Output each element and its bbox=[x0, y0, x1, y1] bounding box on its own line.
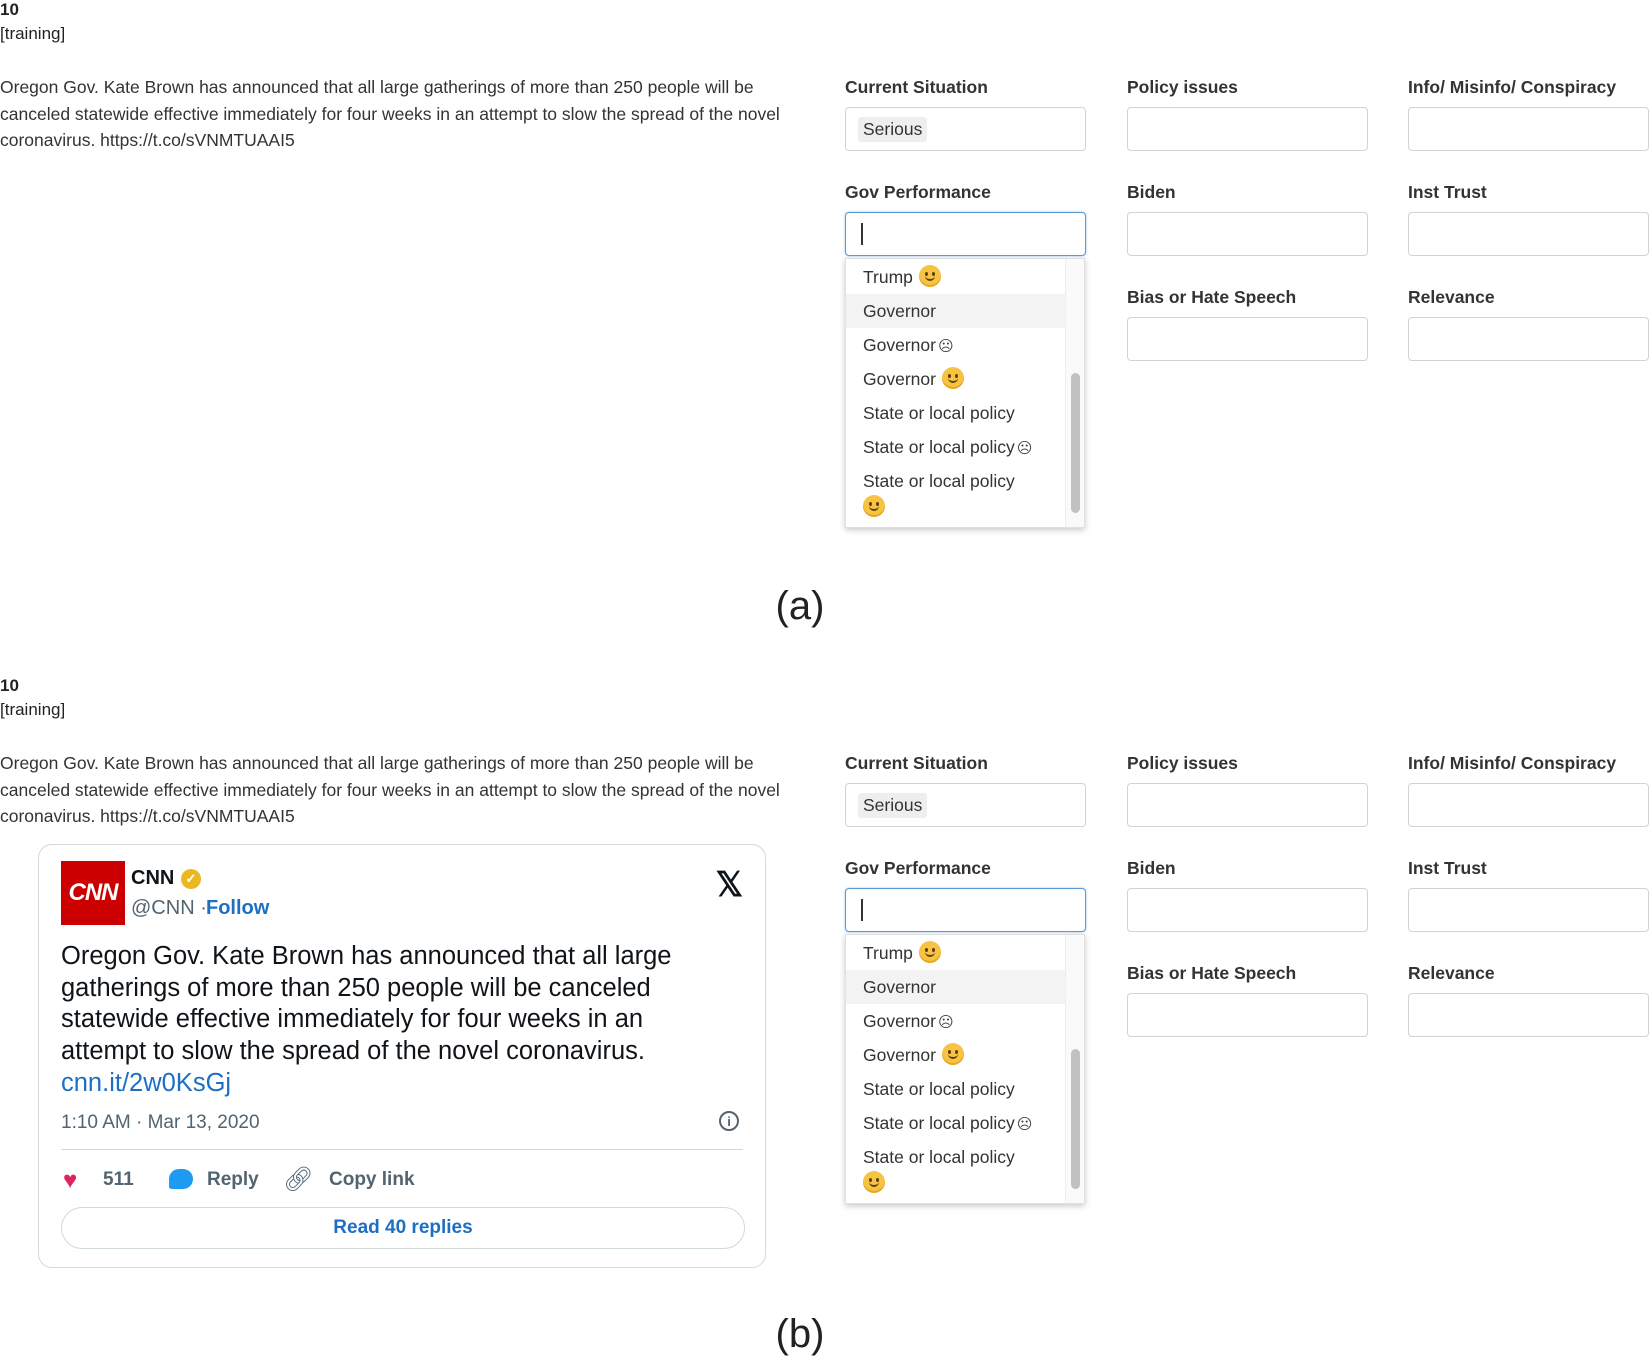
gov-performance-field[interactable] bbox=[845, 888, 1086, 932]
reply-bubble-icon[interactable] bbox=[169, 1169, 193, 1189]
label-biden: Biden bbox=[1127, 858, 1176, 878]
label-bias-hate: Bias or Hate Speech bbox=[1127, 287, 1297, 307]
bias-hate-field[interactable] bbox=[1127, 317, 1368, 361]
options-dropdown[interactable] bbox=[845, 258, 1085, 528]
smile-icon bbox=[919, 265, 941, 287]
record-tag: [training] bbox=[0, 24, 66, 43]
tweet-timestamp[interactable]: 1:10 AM · Mar 13, 2020 bbox=[61, 1112, 260, 1133]
smile-icon bbox=[919, 941, 941, 963]
smile-icon bbox=[863, 495, 885, 517]
tweet-author-name[interactable]: CNN bbox=[131, 867, 175, 889]
record-text: Oregon Gov. Kate Brown has announced that all large gatherings of more than 250 people will be canceled statewide effective immediately for four weeks in an attempt to slow the spread of the novel coronavirus. https://t.co/sVNMTUAAI5 bbox=[0, 77, 780, 150]
label-current-situation: Current Situation bbox=[845, 77, 988, 97]
record-tag: [training] bbox=[0, 700, 66, 719]
dropdown-option[interactable]: Governor bbox=[846, 294, 1068, 328]
options-dropdown[interactable] bbox=[845, 934, 1085, 1204]
label-gov-performance: Gov Performance bbox=[845, 182, 991, 202]
smile-icon bbox=[942, 367, 964, 389]
embedded-tweet[interactable] bbox=[38, 844, 766, 1268]
label-gov-performance: Gov Performance bbox=[845, 858, 991, 878]
dropdown-option[interactable]: State or local policy bbox=[863, 1079, 1015, 1099]
dropdown-option[interactable]: Trump bbox=[846, 936, 1068, 970]
current-situation-field[interactable] bbox=[845, 783, 1086, 827]
label-biden: Biden bbox=[1127, 182, 1176, 202]
frown-icon: ☹ bbox=[1016, 440, 1033, 457]
inst-trust-field[interactable] bbox=[1408, 888, 1649, 932]
copy-link-button[interactable]: Copy link bbox=[329, 1169, 415, 1190]
dropdown-option[interactable]: State or local policy bbox=[846, 1140, 1068, 1200]
scrollbar-thumb[interactable] bbox=[1071, 373, 1080, 513]
frown-icon: ☹ bbox=[1016, 1116, 1033, 1133]
bias-hate-field[interactable] bbox=[1127, 993, 1368, 1037]
heart-icon[interactable]: ♥ bbox=[63, 1167, 78, 1194]
like-count[interactable]: 511 bbox=[103, 1169, 134, 1190]
read-replies-button[interactable]: Read 40 replies bbox=[61, 1207, 745, 1249]
policy-issues-field[interactable] bbox=[1127, 783, 1368, 827]
dropdown-option[interactable]: State or local policy bbox=[863, 403, 1015, 423]
policy-issues-field[interactable] bbox=[1127, 107, 1368, 151]
verified-badge-icon: ✓ bbox=[181, 869, 201, 889]
info-icon[interactable]: i bbox=[719, 1111, 739, 1131]
label-info-misinfo: Info/ Misinfo/ Conspiracy bbox=[1408, 753, 1617, 773]
tweet-body: Oregon Gov. Kate Brown has announced that all large gatherings of more than 250 people will be canceled statewide effective immediately for four weeks in an attempt to slow the spread of the novel coronavirus. bbox=[61, 942, 672, 1065]
dropdown-option[interactable]: State or local policy ☹ bbox=[846, 1106, 1068, 1140]
cnn-logo[interactable]: CNN bbox=[61, 861, 125, 925]
inst-trust-field[interactable] bbox=[1408, 212, 1649, 256]
label-info-misinfo: Info/ Misinfo/ Conspiracy bbox=[1408, 77, 1617, 97]
dropdown-option[interactable]: State or local policy bbox=[846, 464, 1068, 524]
smile-icon bbox=[863, 1171, 885, 1193]
dropdown-option[interactable]: Trump bbox=[846, 260, 1068, 294]
info-misinfo-field[interactable] bbox=[1408, 107, 1649, 151]
caption-a: (a) bbox=[775, 584, 825, 628]
follow-button[interactable]: Follow bbox=[206, 897, 270, 919]
dropdown-option[interactable]: State or local policy ☹ bbox=[846, 430, 1068, 464]
smile-icon bbox=[942, 1043, 964, 1065]
relevance-field[interactable] bbox=[1408, 993, 1649, 1037]
reply-button[interactable]: Reply bbox=[207, 1169, 259, 1190]
label-relevance: Relevance bbox=[1408, 287, 1495, 307]
record-id: 10 bbox=[0, 676, 19, 695]
biden-field[interactable] bbox=[1127, 888, 1368, 932]
tweet-handle[interactable]: @CNN · bbox=[131, 897, 207, 919]
label-policy-issues: Policy issues bbox=[1127, 77, 1238, 97]
frown-icon: ☹ bbox=[937, 1014, 954, 1031]
selected-tag[interactable]: Serious bbox=[858, 793, 927, 818]
divider bbox=[61, 1149, 743, 1150]
label-current-situation: Current Situation bbox=[845, 753, 988, 773]
record-id: 10 bbox=[0, 0, 19, 19]
biden-field[interactable] bbox=[1127, 212, 1368, 256]
selected-tag[interactable]: Serious bbox=[858, 117, 927, 142]
dropdown-option[interactable]: Governor bbox=[846, 362, 1068, 396]
label-bias-hate: Bias or Hate Speech bbox=[1127, 963, 1297, 983]
dropdown-option[interactable]: Governor ☹ bbox=[846, 328, 1068, 362]
x-logo-icon[interactable]: 𝕏 bbox=[715, 866, 743, 904]
label-policy-issues: Policy issues bbox=[1127, 753, 1238, 773]
dropdown-scrollbar[interactable] bbox=[1065, 259, 1084, 527]
dropdown-scrollbar[interactable] bbox=[1065, 935, 1084, 1203]
gov-performance-field[interactable] bbox=[845, 212, 1086, 256]
scrollbar-thumb[interactable] bbox=[1071, 1049, 1080, 1189]
link-icon[interactable]: 🔗︎ bbox=[283, 1166, 314, 1193]
label-inst-trust: Inst Trust bbox=[1408, 182, 1487, 202]
label-inst-trust: Inst Trust bbox=[1408, 858, 1487, 878]
text-caret bbox=[861, 223, 863, 245]
frown-icon: ☹ bbox=[937, 338, 954, 355]
info-misinfo-field[interactable] bbox=[1408, 783, 1649, 827]
tweet-link[interactable]: cnn.it/2w0KsGj bbox=[61, 1069, 232, 1097]
caption-b: (b) bbox=[775, 1312, 825, 1356]
text-caret bbox=[861, 899, 863, 921]
current-situation-field[interactable] bbox=[845, 107, 1086, 151]
dropdown-option[interactable]: Governor bbox=[846, 970, 1068, 1004]
dropdown-option[interactable]: Governor bbox=[846, 1038, 1068, 1072]
dropdown-option[interactable]: Governor ☹ bbox=[846, 1004, 1068, 1038]
relevance-field[interactable] bbox=[1408, 317, 1649, 361]
record-text: Oregon Gov. Kate Brown has announced that all large gatherings of more than 250 people will be canceled statewide effective immediately for four weeks in an attempt to slow the spread of the novel coronavirus. https://t.co/sVNMTUAAI5 bbox=[0, 753, 780, 826]
label-relevance: Relevance bbox=[1408, 963, 1495, 983]
